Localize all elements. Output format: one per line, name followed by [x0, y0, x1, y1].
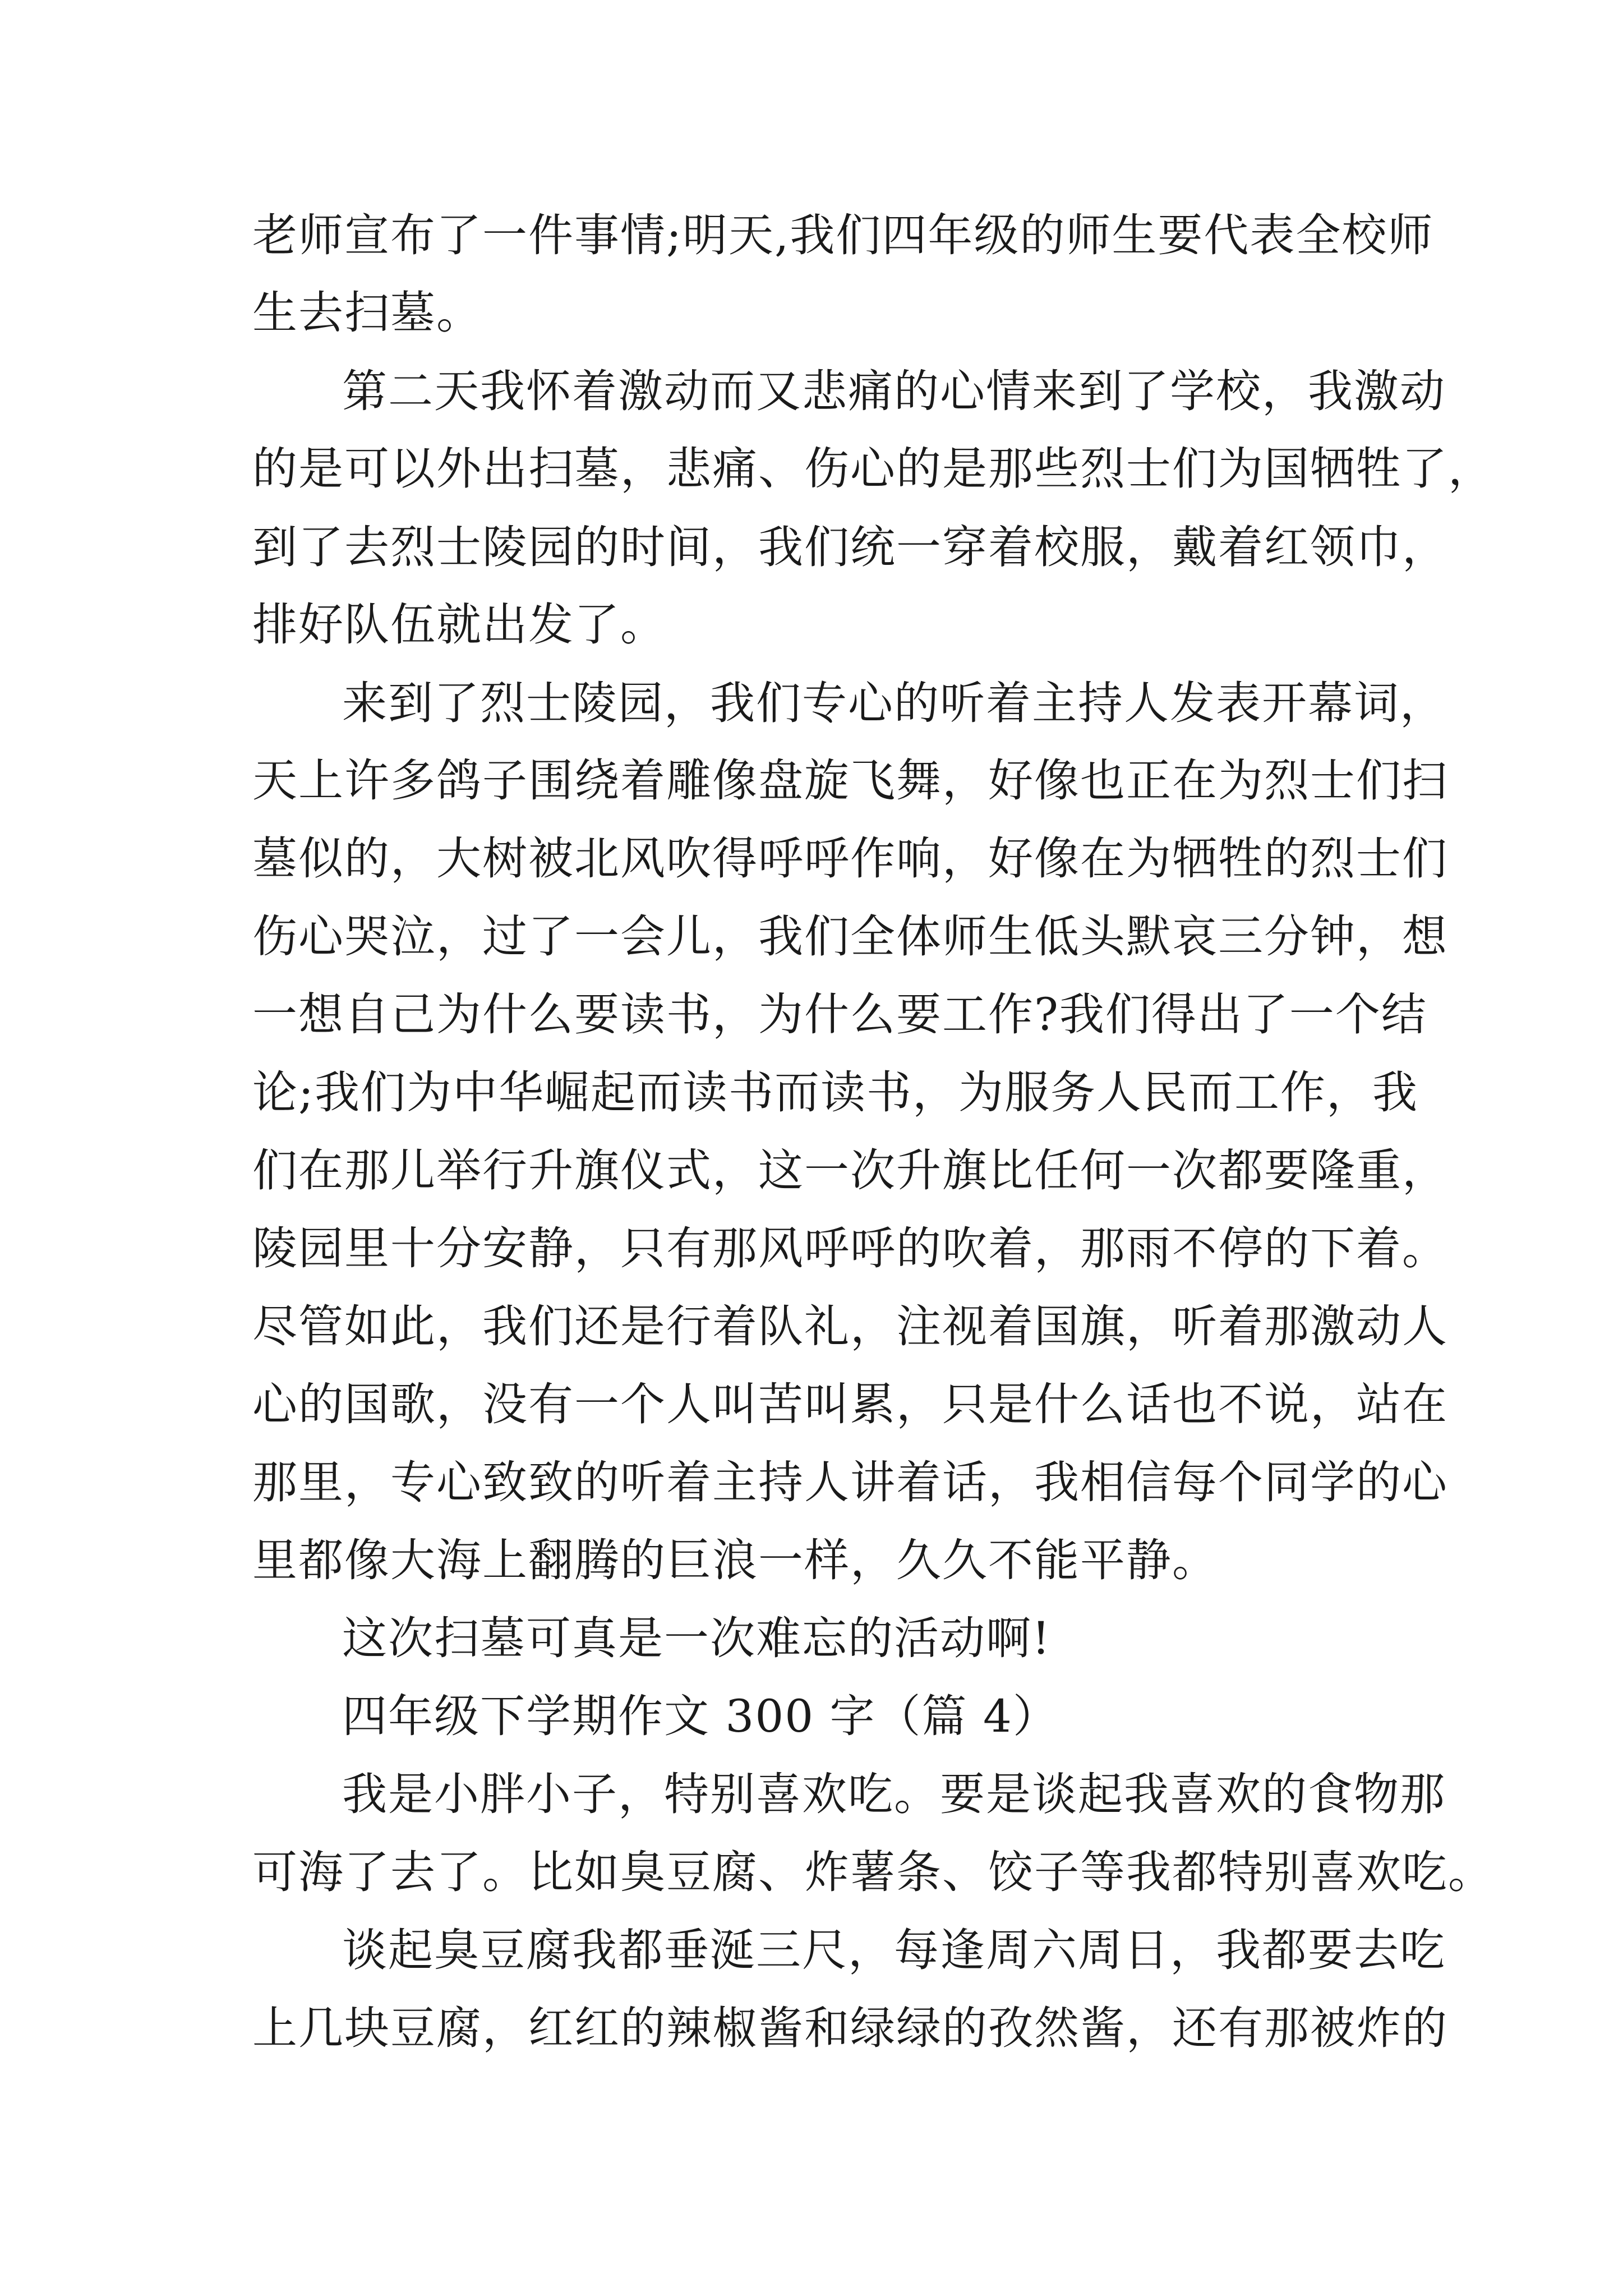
text-line: 到了去烈士陵园的时间，我们统一穿着校服，戴着红领巾， [252, 521, 1448, 573]
text-line: 论;我们为中华崛起而读书而读书，为服务人民而工作，我 [252, 1066, 1418, 1119]
text-line: 陵园里十分安静，只有那风呼呼的吹着，那雨不停的下着。 [252, 1222, 1448, 1274]
text-line: 上几块豆腐，红红的辣椒酱和绿绿的孜然酱，还有那被炸的 [252, 2002, 1448, 2054]
text-line: 第二天我怀着激动而又悲痛的心情来到了学校，我激动 [342, 365, 1446, 417]
text-line: 一想自己为什么要读书，为什么要工作?我们得出了一个结 [252, 988, 1427, 1041]
text-line: 里都像大海上翻腾的巨浪一样，久久不能平静。 [252, 1534, 1218, 1586]
text-line: 天上许多鸽子围绕着雕像盘旋飞舞，好像也正在为烈士们扫 [252, 754, 1448, 807]
text-line: 我是小胖小子，特别喜欢吃。要是谈起我喜欢的食物那 [342, 1768, 1446, 1820]
text-line: 谈起臭豆腐我都垂涎三尺，每逢周六周日，我都要去吃 [342, 1924, 1446, 1976]
text-line: 生去扫墓。 [252, 287, 482, 339]
text-line: 来到了烈士陵园，我们专心的听着主持人发表开幕词， [342, 677, 1446, 729]
text-line: 可海了去了。比如臭豆腐、炸薯条、饺子等我都特别喜欢吃。 [252, 1846, 1494, 1898]
text-line: 们在那儿举行升旗仪式，这一次升旗比任何一次都要隆重， [252, 1144, 1448, 1197]
text-line: 尽管如此，我们还是行着队礼，注视着国旗，听着那激动人 [252, 1300, 1448, 1352]
text-line: 的是可以外出扫墓，悲痛、伤心的是那些烈士们为国牺牲了， [252, 443, 1494, 495]
text-line: 那里，专心致致的听着主持人讲着话，我相信每个同学的心 [252, 1456, 1448, 1508]
text-line: 伤心哭泣，过了一会儿，我们全体师生低头默哀三分钟，想 [252, 910, 1448, 963]
text-line: 排好队伍就出发了。 [252, 599, 666, 651]
section-heading: 四年级下学期作文 300 字（篇 4） [342, 1690, 1059, 1742]
text-line: 心的国歌，没有一个人叫苦叫累，只是什么话也不说，站在 [252, 1378, 1448, 1430]
text-line: 这次扫墓可真是一次难忘的活动啊! [342, 1612, 1052, 1664]
text-line: 老师宣布了一件事情;明天,我们四年级的师生要代表全校师 [252, 209, 1434, 261]
text-line: 墓似的，大树被北风吹得呼呼作响，好像在为牺牲的烈士们 [252, 832, 1448, 885]
